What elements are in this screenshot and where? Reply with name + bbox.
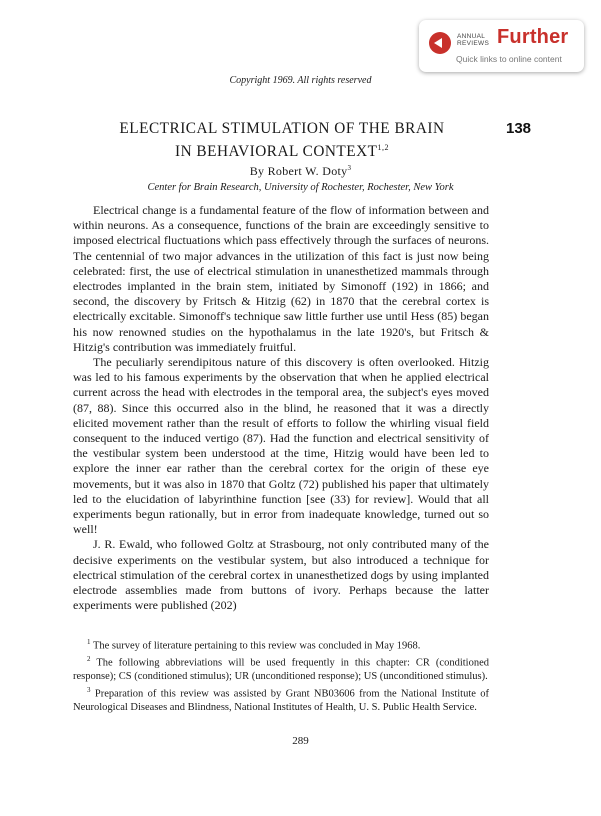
badge-title: Further bbox=[497, 26, 569, 48]
title-line2 bbox=[92, 138, 472, 161]
footnote bbox=[73, 684, 489, 715]
title-footnote-marks: 1,2 bbox=[377, 143, 390, 152]
article-title bbox=[92, 119, 472, 161]
footnote-text: The following abbreviations will be used frequently in this chapter: CR (conditioned response); CS (conditioned stimulus); UR (unconditioned response); US (unconditioned stimulus). bbox=[73, 657, 490, 682]
badge-brand-line2: REVIEWS bbox=[457, 40, 490, 47]
footnote-mark: 1 bbox=[87, 638, 91, 646]
author-byline bbox=[0, 164, 601, 179]
paragraph: Electrical change is a fundamental feature of the flow of information between and within neurons. As a consequence, functions of the brain are exceedingly sensitive to imposed electrical fluctuations which pass effectively through the surfaces of neurons. The centennial of two major advances in the utilization of this fact is just now being celebrated: first, the use of electrical stimulation in unanesthetized mammals through electrodes implanted in the brain stem, initiated by Simonoff (192) in 1866; and second, the discovery by Fritsch & Hitzig (62) in 1870 that the cerebral cortex is electrically excitable. Simonoff's technique saw little further use until Hess (85) began his now renowned studies on the hypothalamus in the late 1920's, but Fritsch & Hitzig's contribution was immediately fruitful. bbox=[73, 203, 489, 354]
paragraph: The peculiarly serendipitous nature of this discovery is often overlooked. Hitzig was led to his famous experiments by the observation that when he applied electrical current across the head with electrodes in the temporal area, the subject's eyes moved (87, 88). Since this occurred also in the blind, he reasoned that it was a directly elicited movement rather than the result of efforts to follow the whirling visual field consequent to the induced vertigo (87). Had the function and electrical sensitivity of the vestibular system been understood at the time, Hitzig would have been led to explore the inner ear rather than the cerebral cortex for the origin of these eye movements, but it was also in 1870 that Goltz (72) published his paper that ultimately led to the elucidation of labyrinthine function [see (33) for review]. Would that all experiments begun rationally, but in error from inadequate knowledge, turned out so well! bbox=[73, 355, 489, 537]
copyright-notice: Copyright 1969. All rights reserved bbox=[229, 75, 372, 86]
footnotes bbox=[73, 636, 489, 714]
badge-brand-line1: ANNUAL bbox=[457, 33, 486, 40]
footnote bbox=[73, 653, 489, 684]
title-line2-text: IN BEHAVIORAL CONTEXT bbox=[174, 143, 378, 161]
footnote-text: Preparation of this review was assisted by Grant NB03606 from the National Institute of Neurological Diseases and Blindness, National Institutes of Health, U. S. Public Health Service. bbox=[73, 688, 490, 713]
play-arrow-icon bbox=[429, 32, 451, 54]
title-line1: ELECTRICAL STIMULATION OF THE BRAIN bbox=[119, 120, 445, 137]
author-affiliation: Center for Brain Research, University of Rochester, Rochester, New York bbox=[147, 182, 454, 193]
further-badge[interactable] bbox=[419, 20, 584, 72]
paragraph: J. R. Ewald, who followed Goltz at Strasbourg, not only contributed many of the decisive experiments on the vestibular system, but also introduced a technique for electrical stimulation of the cerebral cortex in unanesthetized dogs by using implanted electrode assemblies made from buttons of ivory. Perhaps because the latter experiments were published (202) bbox=[73, 537, 489, 613]
page-number: 289 bbox=[292, 735, 309, 747]
page-badge: 138 bbox=[506, 120, 532, 137]
footnote-mark: 3 bbox=[87, 685, 91, 694]
article-body bbox=[73, 203, 489, 613]
footnote-text: The survey of literature pertaining to this review was concluded in May 1968. bbox=[92, 640, 421, 652]
footnote-mark: 2 bbox=[87, 655, 91, 663]
badge-subtitle: Quick links to online content bbox=[456, 54, 562, 64]
byline-text: By Robert W. Doty bbox=[249, 164, 348, 178]
byline-footnote-mark: 3 bbox=[347, 164, 352, 172]
footnote bbox=[73, 636, 489, 653]
badge-brand bbox=[457, 33, 497, 47]
